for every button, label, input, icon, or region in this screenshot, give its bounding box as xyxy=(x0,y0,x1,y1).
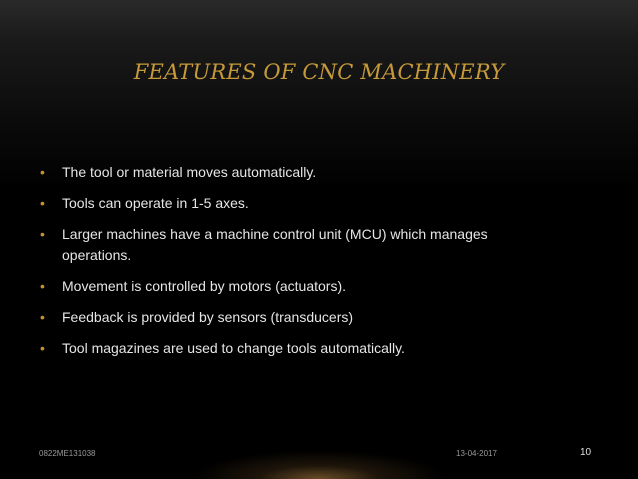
bullet-text: Tool magazines are used to change tools automatically. xyxy=(62,340,405,356)
bullet-icon: • xyxy=(40,278,45,294)
bullet-text: Tools can operate in 1-5 axes. xyxy=(62,195,249,211)
bullet-text: Feedback is provided by sensors (transducers) xyxy=(62,309,354,325)
bullet-list xyxy=(38,162,558,369)
bullet-text: Movement is controlled by motors (actuators). xyxy=(62,278,346,294)
bullet-item xyxy=(38,193,558,214)
bullet-item xyxy=(38,338,558,359)
bullet-item xyxy=(38,162,558,183)
bullet-item xyxy=(38,307,558,328)
bullet-item xyxy=(38,276,558,297)
bullet-icon: • xyxy=(40,226,45,242)
bullet-text: The tool or material moves automatically. xyxy=(62,164,317,180)
bullet-text: Larger machines have a machine control unit (MCU) which manages operations. xyxy=(62,226,488,263)
bullet-icon: • xyxy=(40,195,45,211)
footer-author-id: 0822ME131038 xyxy=(39,449,96,458)
slide-number: 10 xyxy=(580,447,592,458)
bullet-icon: • xyxy=(40,164,45,180)
bullet-icon: • xyxy=(40,309,45,325)
bullet-item xyxy=(38,224,558,266)
bullet-icon: • xyxy=(40,340,45,356)
slide-title: FEATURES OF CNC MACHINERY xyxy=(133,60,505,84)
footer-date: 13-04-2017 xyxy=(456,449,497,458)
